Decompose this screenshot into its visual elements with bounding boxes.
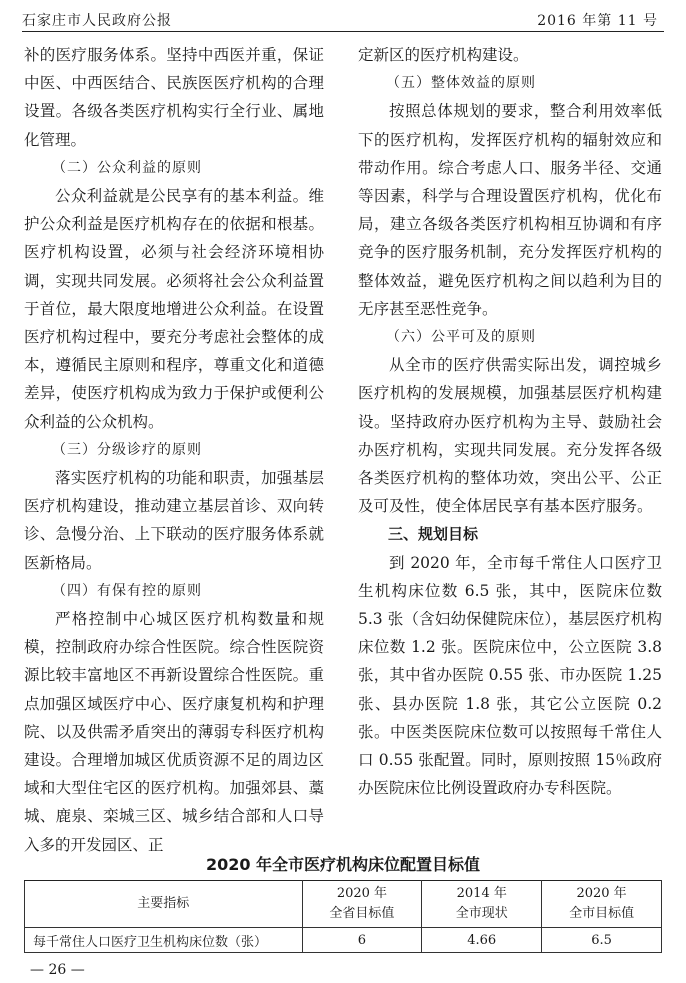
header-divider xyxy=(22,31,664,32)
header-province-label: 全省目标值 xyxy=(329,906,395,921)
table-title: 2020 年全市医疗机构床位配置目标值 xyxy=(205,855,481,874)
subheading-tiered-care: （三）分级诊疗的原则 xyxy=(52,441,202,458)
header-indicator: 主要指标 xyxy=(25,881,303,928)
header-city-current xyxy=(422,881,542,928)
table-header-row xyxy=(25,881,662,928)
header-current-year: 2014 年 xyxy=(456,886,507,901)
subheading-overall-benefit: （五）整体效益的原则 xyxy=(386,75,536,92)
paragraph-continuation-right: 定新区的医疗机构建设。 xyxy=(358,46,529,64)
paragraph-fair-access: 从全市的医疗供需实际出发，调控城乡医疗机构的发展规模，加强基层医疗机构建设。坚持政府办医疗机构为主导、鼓励社会办医疗机构，实现共同发展。充分发挥各级各类医疗机构的整体功效，突出公平、公正及可及性，使全体居民享有基本医疗服务。 xyxy=(358,356,662,516)
subheading-public-interest: （二）公众利益的原则 xyxy=(52,159,202,176)
publication-title: 石家庄市人民政府公报 xyxy=(22,13,172,29)
subheading-fair-access: （六）公平可及的原则 xyxy=(386,329,536,346)
paragraph-targets: 到 2020 年，全市每千常住人口医疗卫生机构床位数 6.5 张，其中，医院床位数 5.3 张（含妇幼保健院床位），基层医疗机构床位数 1.2 张。医院床位中，公立医院 3.8 张，其中省办医院 0.55 张、市办医院 1.25 张、县办医院 1.8 张，其它公立医院 0.2 张。中医类医院床位数可以按照每千常住人口 0.55 张配置。同时，原则按照 15％政府办医院床位比例设置政府办专科医院。 xyxy=(358,553,662,798)
page-number: — 26 — xyxy=(30,962,85,978)
paragraph-public-interest: 公众利益就是公民享有的基本利益。维护公众利益是医疗机构存在的依据和根基。医疗机构设置，必须与社会经济环境相协调，实现共同发展。必须将社会公众利益置于首位，最大限度地增进公众利益。在设置医疗机构过程中，要充分考虑社会整体的成本，遵循民主原则和程序，尊重文化和道德差异，使医疗机构成为致力于保护或便利公众利益的公众机构。 xyxy=(24,187,324,431)
row-province-target-value: 6 xyxy=(302,928,422,953)
header-city-target xyxy=(542,881,662,928)
paragraph-control: 严格控制中心城区医疗机构数量和规模，控制政府办综合性医院。综合性医院资源比较丰富地区不再新设置综合性医院。重点加强区域医疗中心、医疗康复机构和护理院、以及供需矛盾突出的薄弱专科医疗机构建设。合理增加城区优质资源不足的周边区域和大型住宅区的医疗机构。加强郊县、藁城、鹿泉、栾城三区、城乡结合部和人口导入多的开发园区、正 xyxy=(24,610,324,854)
paragraph-overall-benefit: 按照总体规划的要求，整合利用效率低下的医疗机构，发挥医疗机构的辐射效应和带动作用。综合考虑人口、服务半径、交通等因素，科学与合理设置医疗机构，优化布局，建立各级各类医疗机构相互协调和有序竞争的医疗服务机制，充分发挥医疗机构的整体效益，避免医疗机构之间以趋利为目的无序甚至恶性竞争。 xyxy=(358,102,662,318)
section-heading-targets: 三、规划目标 xyxy=(388,525,479,544)
row-city-target-value: 6.5 xyxy=(542,928,662,953)
table-row xyxy=(25,928,662,953)
left-column xyxy=(24,41,324,859)
issue-number: 2016 年第 11 号 xyxy=(537,13,658,29)
header-province-target xyxy=(302,881,422,928)
header-city-target-label: 全市目标值 xyxy=(569,906,635,921)
paragraph-continuation: 补的医疗服务体系。坚持中西医并重，保证中医、中西医结合、民族医医疗机构的合理设置。各级各类医疗机构实行全行业、属地化管理。 xyxy=(24,46,324,149)
header-city-target-year: 2020 年 xyxy=(576,886,627,901)
header-province-year: 2020 年 xyxy=(336,886,388,901)
paragraph-tiered-care: 落实医疗机构的功能和职责，加强基层医疗机构建设，推动建立基层首诊、双向转诊、急慢分治、上下联动的医疗服务体系就医新格局。 xyxy=(24,469,324,572)
header-current-label: 全市现状 xyxy=(455,906,508,921)
row-current-value: 4.66 xyxy=(422,928,542,953)
right-column xyxy=(358,41,662,802)
subheading-control: （四）有保有控的原则 xyxy=(52,582,202,599)
bed-target-table xyxy=(24,880,662,953)
row-indicator-label: 每千常住人口医疗卫生机构床位数（张） xyxy=(25,928,303,953)
